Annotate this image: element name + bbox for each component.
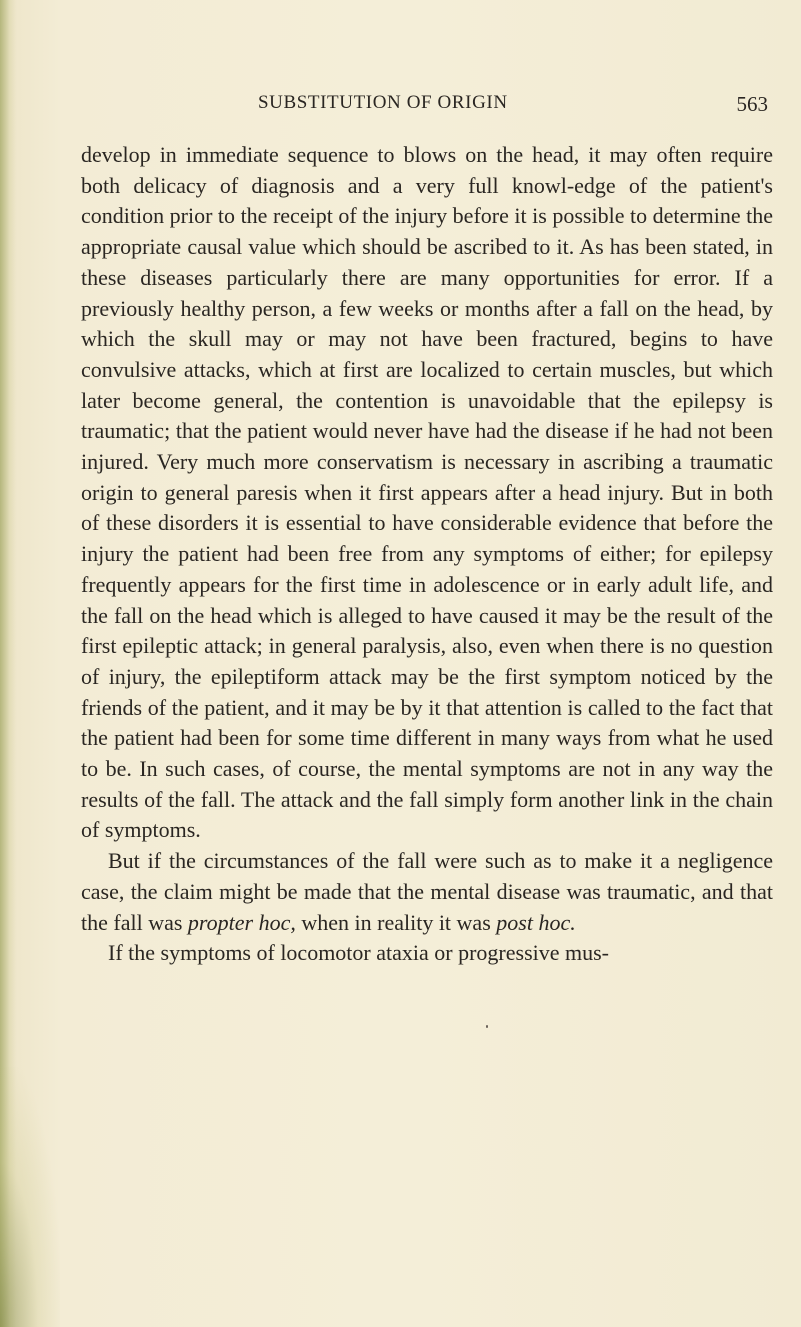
paragraph-2-text-before: But if the circumstances of the fall were such as to make it a negligence case, the claim might be made that the mental disease was traumatic, and that the fall was [81, 848, 773, 935]
corner-shadow [0, 1067, 60, 1327]
running-head: SUBSTITUTION OF ORIGIN [258, 92, 508, 113]
body-text [81, 140, 773, 969]
paragraph-1: develop in immediate sequence to blows on the head, it may often require both delicacy of diagnosis and a very full knowl-edge of the patient's condition prior to the receipt of the injury before it is possible to determine the appropriate causal value which should be ascribed to it. As has been stated, in these diseases particularly there are many opportunities for error. If a previously healthy person, a few weeks or months after a fall on the head, by which the skull may or may not have been fractured, begins to have convulsive attacks, which at first are localized to certain muscles, but which later become general, the contention is unavoidable that the epilepsy is traumatic; that the patient would never have had the disease if he had not been injured. Very much more conservatism is necessary in ascribing a traumatic origin to general paresis when it first appears after a head injury. But in both of these disorders it is essential to have considerable evidence that before the injury the patient had been free from any symptoms of either; for epilepsy frequently appears for the first time in adolescence or in early adult life, and the fall on the head which is alleged to have caused it may be the result of the first epileptic attack; in general paralysis, also, even when there is no question of injury, the epileptiform attack may be the first symptom noticed by the friends of the patient, and it may be by it that attention is called to the fact that the patient had been for some time different in many ways from what he used to be. In such cases, of course, the mental symptoms are not in any way the results of the fall. The attack and the fall simply form another link in the chain of symptoms. [81, 142, 773, 843]
paragraph-3: If the symptoms of locomotor ataxia or progressive mus- [108, 940, 610, 966]
paragraph-2 [81, 846, 773, 938]
italic-post-hoc: post hoc. [496, 909, 576, 935]
print-speck [486, 1025, 488, 1028]
italic-propter-hoc: propter hoc, [187, 909, 296, 935]
paragraph-2-text-middle: when in reality it was [295, 909, 497, 935]
page-header [258, 92, 768, 122]
page-number: 563 [736, 92, 768, 116]
